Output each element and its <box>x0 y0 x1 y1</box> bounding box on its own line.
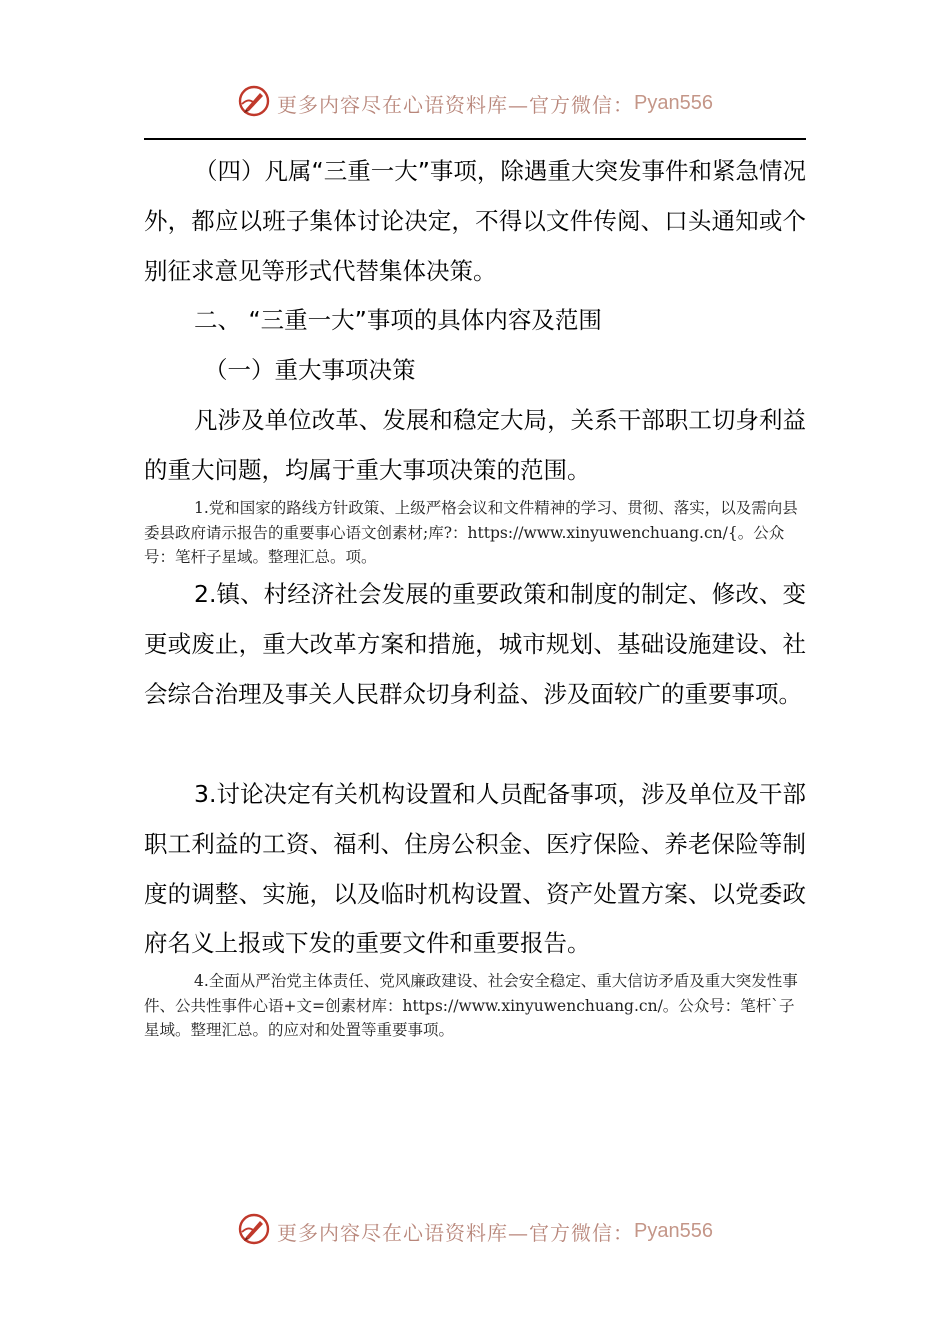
footer-banner-text: 更多内容尽在心语资料库—官方微信： <box>277 1221 635 1245</box>
header-wechat-id: Pyan556 <box>634 92 713 114</box>
section-heading-2: 二、 “三重一大”事项的具体内容及范围 <box>194 306 602 334</box>
footer-banner <box>0 1212 950 1251</box>
paragraph-four: （四）凡属“三重一大”事项，除遇重大突发事件和紧急情况外，都应以班子集体讨论决定，不得以文件传阅、口头通知或个别征求意见等形式代替集体决策。 <box>144 157 806 285</box>
header-divider <box>144 138 806 140</box>
small-item-4: 4.全面从严治党主体责任、党风廉政建设、社会安全稳定、重大信访矛盾及重大突发性事件、公共性事件心语+文=创素材库：https://www.xinyuwenchuang.cn/。公众号：笔杆`子星域。整理汇总。的应对和处置等重要事项。 <box>144 972 798 1039</box>
pen-logo-icon <box>237 84 271 123</box>
paragraph-item-2: 2.镇、村经济社会发展的重要政策和制度的制定、修改、变更或废止，重大改革方案和措施，城市规划、基础设施建设、社会综合治理及事关人民群众切身利益、涉及面较广的重要事项。 <box>144 580 806 708</box>
pen-logo-icon <box>237 1212 271 1251</box>
header-banner <box>0 84 950 123</box>
paragraph-item-3: 3.讨论决定有关机构设置和人员配备事项，涉及单位及干部职工利益的工资、福利、住房公积金、医疗保险、养老保险等制度的调整、实施，以及临时机构设置、资产处置方案、以党委政府名义上报或下发的重要文件和重要报告。 <box>144 780 806 958</box>
paragraph-major-decisions: 凡涉及单位改革、发展和稳定大局，关系干部职工切身利益的重大问题，均属于重大事项决策的范围。 <box>144 406 806 484</box>
header-banner-text: 更多内容尽在心语资料库—官方微信： <box>277 93 635 117</box>
small-item-1: 1.党和国家的路线方针政策、上级严格会议和文件精神的学习、贯彻、落实，以及需向县委县政府请示报告的重要事心语文创素材;库?：https://www.xinyuwenchuang.cn/{。公众号：笔杆子星域。整理汇总。项。 <box>144 499 798 566</box>
subsection-heading-1: （一）重大事项决策 <box>204 356 416 384</box>
footer-wechat-id: Pyan556 <box>634 1220 713 1242</box>
